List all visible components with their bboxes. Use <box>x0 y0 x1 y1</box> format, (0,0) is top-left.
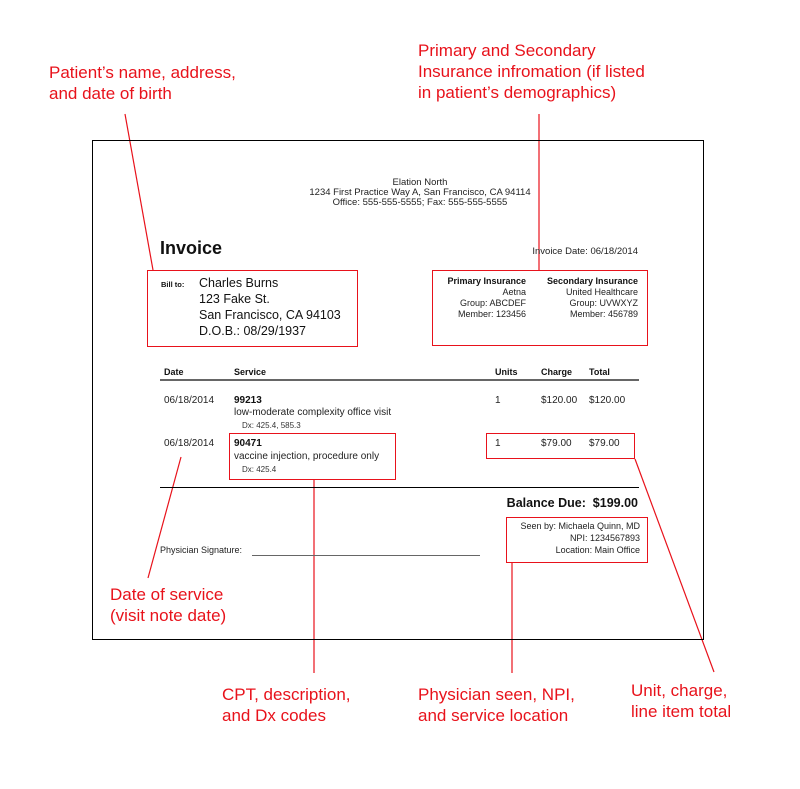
practice-address: 1234 First Practice Way A, San Francisco, CA 94114 <box>309 187 531 198</box>
row1-date: 06/18/2014 <box>164 395 215 406</box>
primary-insurance-group: Group: ABCDEF <box>459 298 526 308</box>
annotation-line: CPT, description, <box>222 685 351 704</box>
table-bottom-divider <box>160 487 639 488</box>
patient-dob: D.O.B.: 08/29/1937 <box>199 324 307 338</box>
secondary-insurance-member: Member: 456789 <box>569 309 638 319</box>
column-header-charge: Charge <box>541 367 573 377</box>
patient-city: San Francisco, CA 94103 <box>199 308 341 322</box>
physician-npi: NPI: 1234567893 <box>569 533 640 543</box>
row1-total: $120.00 <box>589 395 626 406</box>
annotation-line: Unit, charge, <box>631 681 728 700</box>
physician-signature-label: Physician Signature: <box>160 545 243 555</box>
practice-contact: Office: 555-555-5555; Fax: 555-555-5555 <box>332 197 508 208</box>
annotation-line: in patient’s demographics) <box>418 83 617 102</box>
seen-by: Seen by: Michaela Quinn, MD <box>520 521 640 531</box>
secondary-insurance-header: Secondary Insurance <box>546 276 638 286</box>
primary-insurance-name: Aetna <box>502 287 526 297</box>
row1-description: low-moderate complexity office visit <box>234 407 392 418</box>
annotation-line: line item total <box>631 702 732 721</box>
annotation-cpt-codes <box>222 684 351 726</box>
practice-header <box>200 178 640 208</box>
secondary-insurance <box>528 276 638 320</box>
row2-units: 1 <box>495 438 501 449</box>
secondary-insurance-group: Group: UVWXYZ <box>569 298 638 308</box>
annotation-line: Physician seen, NPI, <box>418 685 575 704</box>
row2-total: $79.00 <box>589 438 620 449</box>
service-location: Location: Main Office <box>555 545 640 555</box>
row1-cpt: 99213 <box>234 395 262 406</box>
physician-signature-line[interactable] <box>252 555 480 556</box>
balance-due: Balance Due: $199.00 <box>506 496 638 510</box>
bill-to-block <box>199 275 341 339</box>
invoice-date: Invoice Date: 06/18/2014 <box>532 246 638 257</box>
annotation-line: and date of birth <box>49 84 172 103</box>
column-header-date: Date <box>164 367 184 377</box>
annotation-line: Primary and Secondary <box>418 41 596 60</box>
row2-charge: $79.00 <box>541 438 572 449</box>
physician-info <box>506 520 640 556</box>
row1-charge: $120.00 <box>541 395 578 406</box>
annotation-line: and service location <box>418 706 569 725</box>
row2-cpt: 90471 <box>234 438 262 449</box>
column-header-units: Units <box>495 367 518 377</box>
column-header-total: Total <box>589 367 610 377</box>
annotation-line: (visit note date) <box>110 606 227 625</box>
annotation-line: Patient’s name, address, <box>49 63 236 82</box>
primary-insurance-member: Member: 123456 <box>457 309 526 319</box>
annotation-patient-info <box>49 62 236 104</box>
column-header-service: Service <box>234 367 267 377</box>
bill-to-label: Bill to: <box>161 280 185 289</box>
row1-dx: Dx: 425.4, 585.3 <box>242 421 301 430</box>
annotation-physician <box>418 684 575 726</box>
annotation-unit-charge <box>631 680 731 722</box>
primary-insurance <box>420 276 526 320</box>
row2-date: 06/18/2014 <box>164 438 215 449</box>
secondary-insurance-name: United Healthcare <box>565 287 638 297</box>
annotation-insurance <box>418 40 645 103</box>
patient-name: Charles Burns <box>199 276 279 290</box>
practice-name: Elation North <box>392 177 448 188</box>
header-divider <box>160 379 639 381</box>
row2-dx: Dx: 425.4 <box>242 465 277 474</box>
row1-units: 1 <box>495 395 501 406</box>
invoice-title: Invoice <box>160 238 223 258</box>
row2-description: vaccine injection, procedure only <box>234 451 380 462</box>
primary-insurance-header: Primary Insurance <box>447 276 526 286</box>
annotation-line: Date of service <box>110 585 224 604</box>
invoice-page <box>92 140 704 640</box>
annotation-line: and Dx codes <box>222 706 326 725</box>
annotation-line: Insurance infromation (if listed <box>418 62 645 81</box>
patient-street: 123 Fake St. <box>199 292 270 306</box>
